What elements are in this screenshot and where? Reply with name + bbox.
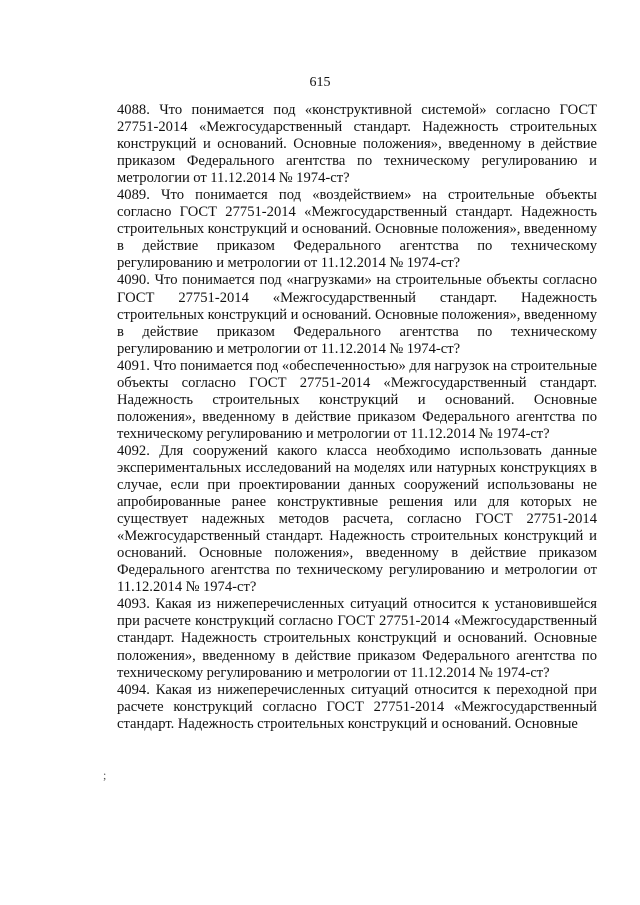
question-text: Какая из нижеперечисленных ситуаций относится к установившейся при расчете конструкций согласно ГОСТ 27751-2014 «Межгосударственный стандарт. Надежность строительных конструкций и оснований. Основные положения», введенному в действие приказом Федерального агентства по техническому регулированию и метрологии от 11.12.2014 № 1974-ст? xyxy=(117,596,597,681)
question-number: 4090. xyxy=(117,272,150,289)
question-number: 4094. xyxy=(117,681,150,698)
question-number: 4093. xyxy=(117,596,150,613)
margin-mark: ; xyxy=(103,768,107,782)
question-text: Что понимается под «нагрузками» на строительные объекты согласно ГОСТ 27751-2014 «Межгосударственный стандарт. Надежность строительных конструкций и оснований. Основные положения», введенному в действие приказом Федерального агентства по техническому регулированию и метрологии от 11.12.2014 № 1974-ст? xyxy=(117,272,598,357)
question-text: Что понимается под «обеспеченностью» для нагрузок на строительные объекты согласно ГОСТ 27751-2014 «Межгосударственный стандарт. Надежность строительных конструкций и оснований. Основные положения», введенному в действие приказом Федерального агентства по техническому регулированию и метрологии от 11.12.2014 № 1974-ст? xyxy=(117,357,597,442)
question-4090 xyxy=(117,272,597,357)
question-4089 xyxy=(117,187,597,272)
question-number: 4091. xyxy=(117,357,150,374)
question-text: Что понимается под «конструктивной системой» согласно ГОСТ 27751-2014 «Межгосударственный стандарт. Надежность строительных конструкций и оснований. Основные положения», введенному в действие приказом Федерального агентства по техническому регулированию и метрологии от 11.12.2014 № 1974-ст? xyxy=(117,102,597,187)
question-4091 xyxy=(117,358,597,443)
questions-list xyxy=(117,102,597,733)
question-number: 4089. xyxy=(117,187,150,204)
question-text: Для сооружений какого класса необходимо использовать данные экспериментальных исследований на моделях или натурных конструкциях в случае, если при проектировании данных сооружений использованы не апробированные ранее конструктивные решения или для которых не существует надежных методов расчета, согласно ГОСТ 27751-2014 «Межгосударственный стандарт. Надежность строительных конструкций и оснований. Основные положения», введенному в действие приказом Федерального агентства по техническому регулированию и метрологии от 11.12.2014 № 1974-ст? xyxy=(117,442,597,596)
question-4092 xyxy=(117,443,597,596)
question-text: Какая из нижеперечисленных ситуаций относится к переходной при расчете конструкций согласно ГОСТ 27751-2014 «Межгосударственный стандарт. Надежность строительных конструкций и оснований. Основные xyxy=(117,681,597,732)
question-number: 4088. xyxy=(117,102,150,118)
question-4088 xyxy=(117,102,597,187)
question-number: 4092. xyxy=(117,442,150,459)
page-number: 615 xyxy=(309,75,331,90)
question-text: Что понимается под «воздействием» на строительные объекты согласно ГОСТ 27751-2014 «Межгосударственный стандарт. Надежность строительных конструкций и оснований. Основные положения», введенному в действие приказом Федерального агентства по техническому регулированию и метрологии от 11.12.2014 № 1974-ст? xyxy=(117,187,597,272)
question-4094 xyxy=(117,682,597,733)
question-4093 xyxy=(117,596,597,681)
